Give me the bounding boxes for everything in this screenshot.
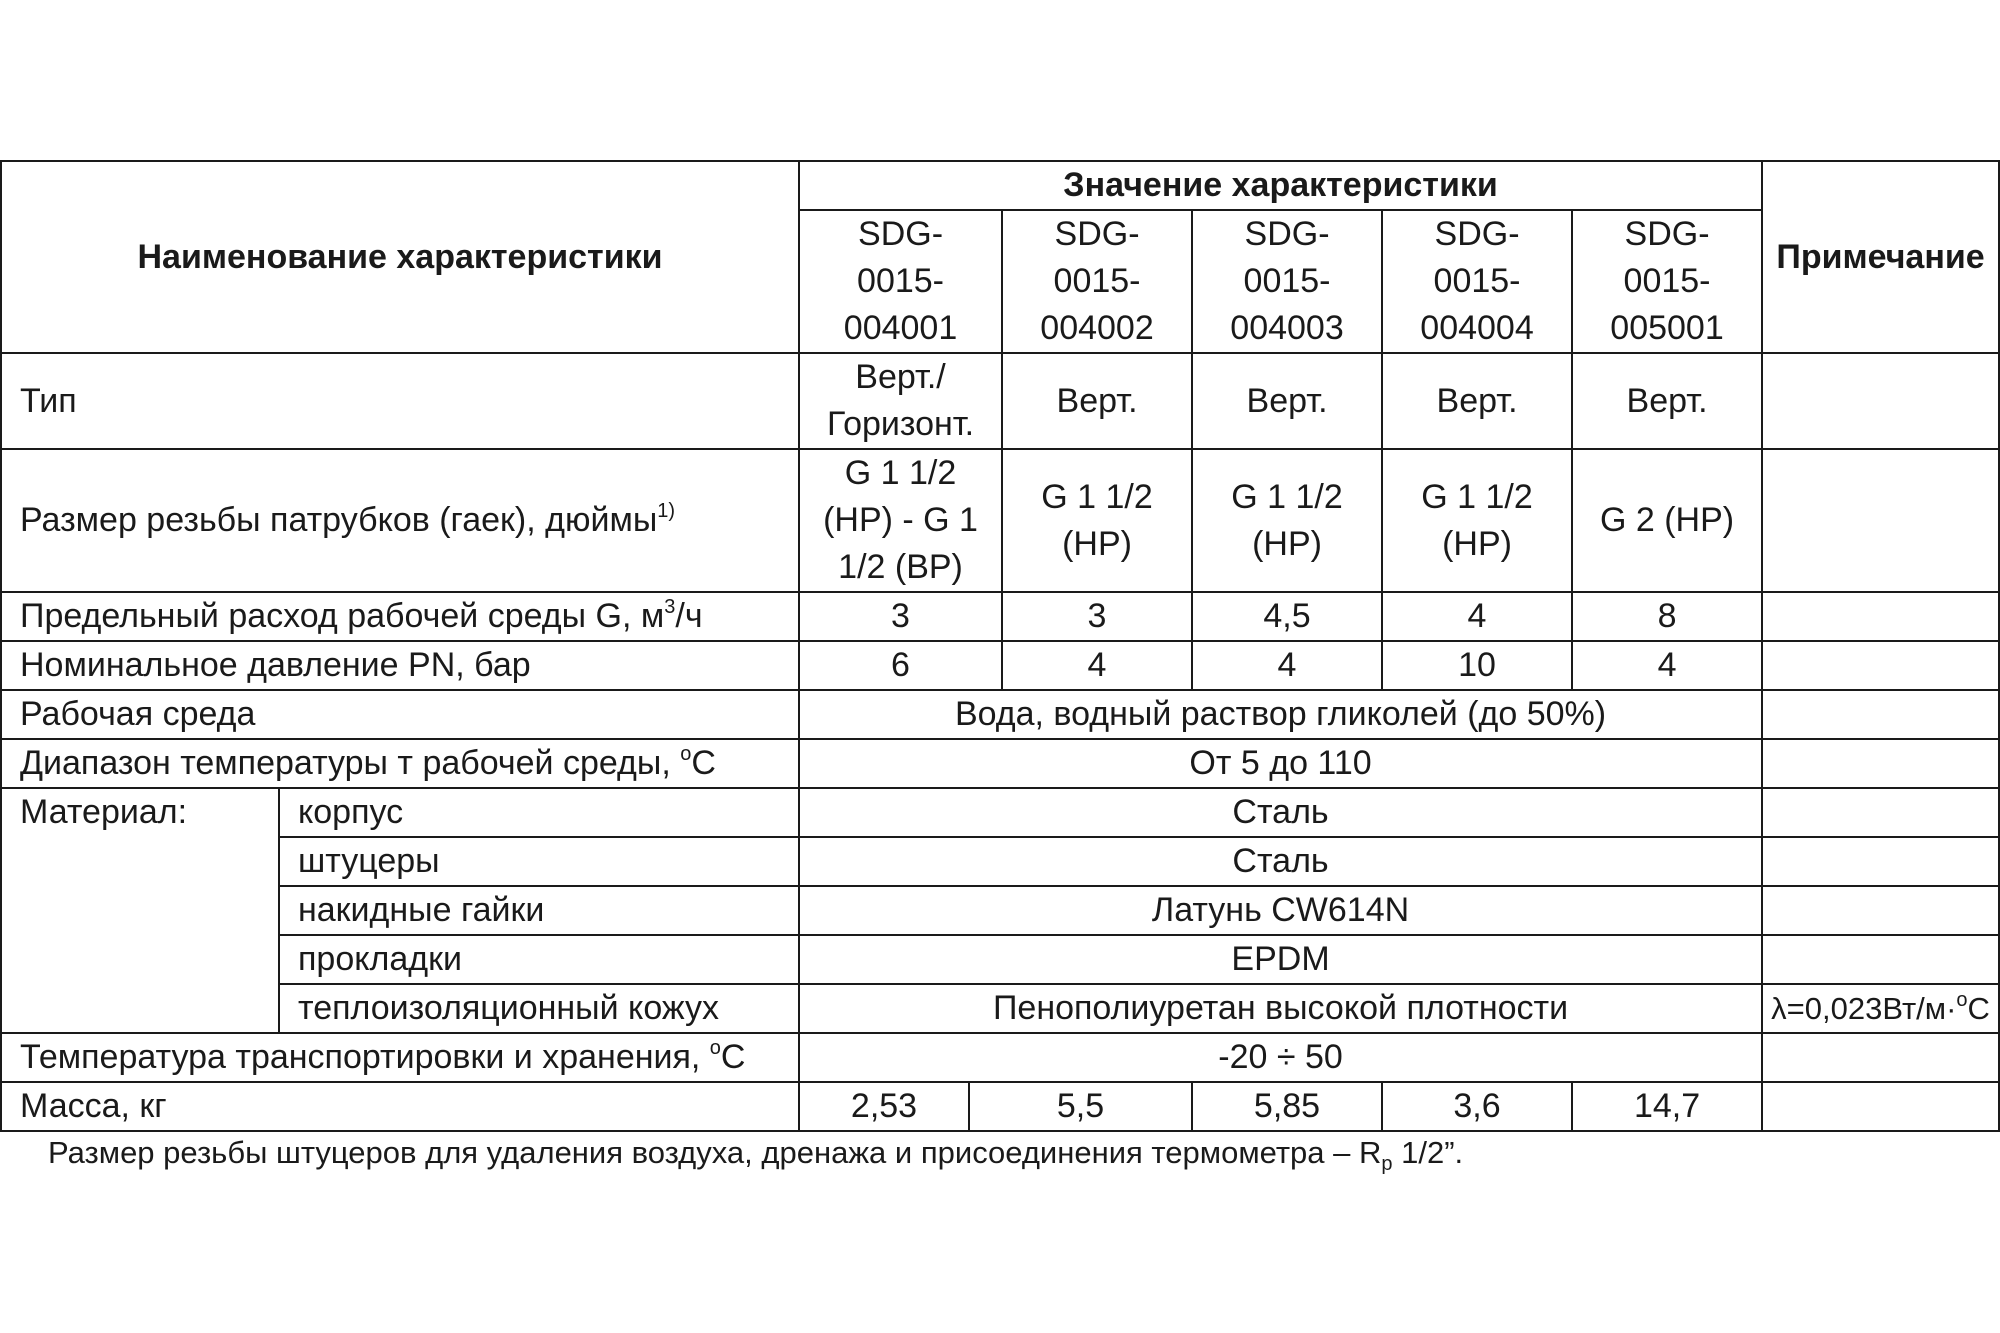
material-item-value: Сталь	[799, 837, 1762, 886]
thread-label: Размер резьбы патрубков (гаек), дюймы$^{1)}$	[1, 449, 799, 592]
material-item-name: корпус	[279, 788, 799, 837]
type-value-1: Верт./ Горизонт.	[799, 353, 1002, 449]
flow-note	[1762, 592, 1999, 641]
material-item-name: прокладки	[279, 935, 799, 984]
table-row-material	[1, 788, 1999, 837]
insulation-note: λ=0,023Вт/м·$^о$С	[1762, 984, 1999, 1033]
flow-value-1: 3	[799, 592, 1002, 641]
mass-value-4: 3,6	[1382, 1082, 1572, 1131]
flow-label: Предельный расход рабочей среды G, $м^3/ч$	[1, 592, 799, 641]
value-column-header: Значение характеристики	[799, 161, 1762, 210]
footnote: Размер резьбы штуцеров для удаления воздуха, дренажа и присоединения термометра – $R_p$ 1/2”.	[48, 1135, 1464, 1176]
table-row-thread	[1, 449, 1999, 592]
table-row-storage-temp	[1, 1033, 1999, 1082]
material-item-value: Сталь	[799, 788, 1762, 837]
temp-range-note	[1762, 739, 1999, 788]
temp-range-label: Диапазон температуры т рабочей среды, $^о$С	[1, 739, 799, 788]
specifications-table	[0, 160, 2000, 1132]
pressure-label: Номинальное давление PN, бар	[1, 641, 799, 690]
note-column-header: Примечание	[1762, 161, 1999, 353]
storage-temp-note	[1762, 1033, 1999, 1082]
material-label: Материал:	[1, 788, 279, 1033]
medium-note	[1762, 690, 1999, 739]
material-item-name: штуцеры	[279, 837, 799, 886]
table-row-mass	[1, 1082, 1999, 1131]
thread-note	[1762, 449, 1999, 592]
mass-value-1: 2,53	[799, 1082, 969, 1131]
flow-value-3: 4,5	[1192, 592, 1382, 641]
material-item-note	[1762, 837, 1999, 886]
pressure-value-4: 10	[1382, 641, 1572, 690]
material-item-value: Пенополиуретан высокой плотности	[799, 984, 1762, 1033]
mass-label: Масса, кг	[1, 1082, 799, 1131]
mass-value-2: 5,5	[969, 1082, 1192, 1131]
thread-value-2: G 1 1/2 (НР)	[1002, 449, 1192, 592]
material-item-name: теплоизоляционный кожух	[279, 984, 799, 1033]
pressure-value-3: 4	[1192, 641, 1382, 690]
mass-value-5: 14,7	[1572, 1082, 1762, 1131]
material-item-value: EPDM	[799, 935, 1762, 984]
pressure-value-1: 6	[799, 641, 1002, 690]
storage-temp-label: Температура транспортировки и хранения, $^о$С	[1, 1033, 799, 1082]
table-row-material	[1, 935, 1999, 984]
type-value-2: Верт.	[1002, 353, 1192, 449]
material-item-note	[1762, 886, 1999, 935]
material-item-value: Латунь CW614N	[799, 886, 1762, 935]
material-item-note	[1762, 788, 1999, 837]
flow-value-4: 4	[1382, 592, 1572, 641]
model-header-2: SDG- 0015- 004002	[1002, 210, 1192, 353]
name-column-header: Наименование характеристики	[1, 161, 799, 353]
thread-value-3: G 1 1/2 (НР)	[1192, 449, 1382, 592]
table-row-temp-range	[1, 739, 1999, 788]
temp-range-value: От 5 до 110	[799, 739, 1762, 788]
table-row-medium	[1, 690, 1999, 739]
mass-note	[1762, 1082, 1999, 1131]
type-value-5: Верт.	[1572, 353, 1762, 449]
model-header-1: SDG- 0015- 004001	[799, 210, 1002, 353]
table-row-flow	[1, 592, 1999, 641]
type-note	[1762, 353, 1999, 449]
material-item-name: накидные гайки	[279, 886, 799, 935]
mass-value-3: 5,85	[1192, 1082, 1382, 1131]
model-header-4: SDG- 0015- 004004	[1382, 210, 1572, 353]
pressure-value-2: 4	[1002, 641, 1192, 690]
type-value-3: Верт.	[1192, 353, 1382, 449]
medium-label: Рабочая среда	[1, 690, 799, 739]
medium-value: Вода, водный раствор гликолей (до 50%)	[799, 690, 1762, 739]
table-row-material	[1, 837, 1999, 886]
storage-temp-value: -20 ÷ 50	[799, 1033, 1762, 1082]
pressure-value-5: 4	[1572, 641, 1762, 690]
flow-value-2: 3	[1002, 592, 1192, 641]
pressure-note	[1762, 641, 1999, 690]
model-header-3: SDG- 0015- 004003	[1192, 210, 1382, 353]
type-value-4: Верт.	[1382, 353, 1572, 449]
flow-value-5: 8	[1572, 592, 1762, 641]
thread-value-5: G 2 (НР)	[1572, 449, 1762, 592]
table-row-material	[1, 984, 1999, 1033]
model-header-5: SDG- 0015- 005001	[1572, 210, 1762, 353]
table-row-pressure	[1, 641, 1999, 690]
type-label: Тип	[1, 353, 799, 449]
material-item-note	[1762, 935, 1999, 984]
thread-value-4: G 1 1/2 (НР)	[1382, 449, 1572, 592]
thread-value-1: G 1 1/2 (НР) - G 1 1/2 (ВР)	[799, 449, 1002, 592]
table-row-material	[1, 886, 1999, 935]
table-row-type	[1, 353, 1999, 449]
